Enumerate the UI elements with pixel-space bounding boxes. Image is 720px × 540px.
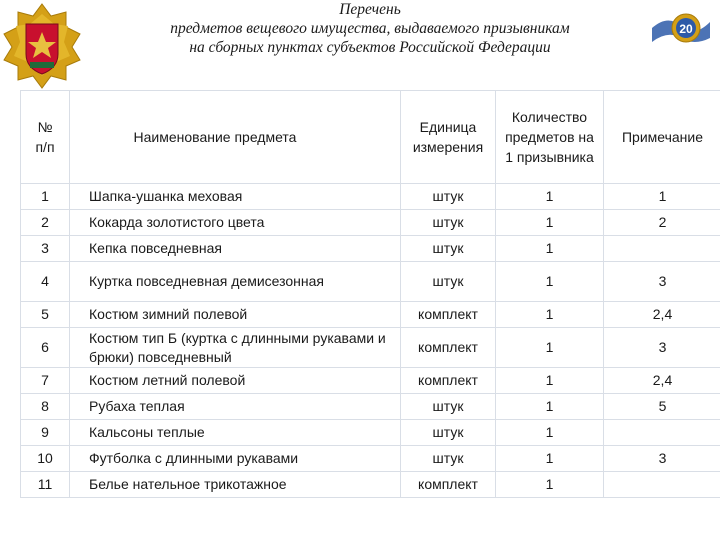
cell-num: 7 [21, 368, 70, 394]
table-row [21, 420, 720, 446]
cell-note [604, 472, 720, 498]
cell-note: 3 [604, 262, 720, 302]
cell-name: Костюм зимний полевой [70, 302, 401, 328]
cell-unit: штук [401, 394, 496, 420]
cell-num: 3 [21, 236, 70, 262]
cell-qty: 1 [496, 446, 604, 472]
cell-unit: штук [401, 420, 496, 446]
cell-name: Рубаха теплая [70, 394, 401, 420]
cell-qty: 1 [496, 472, 604, 498]
table-row [21, 394, 720, 420]
cell-name: Футболка с длинными рукавами [70, 446, 401, 472]
cell-num: 11 [21, 472, 70, 498]
cell-unit: комплект [401, 328, 496, 368]
cell-name: Кепка повседневная [70, 236, 401, 262]
cell-name: Куртка повседневная демисезонная [70, 262, 401, 302]
items-table [20, 90, 720, 498]
cell-unit: штук [401, 236, 496, 262]
cell-num: 6 [21, 328, 70, 368]
cell-name: Шапка-ушанка меховая [70, 184, 401, 210]
table-row [21, 236, 720, 262]
cell-num: 8 [21, 394, 70, 420]
cell-qty: 1 [496, 262, 604, 302]
cell-unit: штук [401, 184, 496, 210]
cell-unit: комплект [401, 368, 496, 394]
table-row [21, 302, 720, 328]
cell-note: 3 [604, 446, 720, 472]
cell-qty: 1 [496, 236, 604, 262]
header-note: Примечание [604, 91, 720, 184]
cell-note: 1 [604, 184, 720, 210]
table-row [21, 184, 720, 210]
cell-unit: штук [401, 262, 496, 302]
header-qty-text: Количество предметов на 1 призывника [505, 109, 594, 165]
cell-unit: штук [401, 210, 496, 236]
military-emblem-logo [2, 2, 82, 90]
table-row [21, 368, 720, 394]
cell-note: 5 [604, 394, 720, 420]
cell-note: 2 [604, 210, 720, 236]
cell-num: 4 [21, 262, 70, 302]
cell-qty: 1 [496, 420, 604, 446]
table-row [21, 446, 720, 472]
cell-unit: комплект [401, 472, 496, 498]
cell-name: Белье нательное трикотажное [70, 472, 401, 498]
header-unit-text: Единица измерения [412, 119, 484, 155]
table-header-row [21, 91, 720, 184]
anniversary-badge-logo [650, 8, 712, 46]
cell-note [604, 420, 720, 446]
header-unit [401, 91, 496, 184]
table-row [21, 328, 720, 368]
cell-num: 1 [21, 184, 70, 210]
cell-unit: штук [401, 446, 496, 472]
cell-num: 2 [21, 210, 70, 236]
cell-qty: 1 [496, 302, 604, 328]
cell-qty: 1 [496, 368, 604, 394]
cell-note: 2,4 [604, 302, 720, 328]
table-row [21, 210, 720, 236]
header-qty [496, 91, 604, 184]
cell-num: 10 [21, 446, 70, 472]
header-num [21, 91, 70, 184]
cell-num: 9 [21, 420, 70, 446]
cell-name: Кальсоны теплые [70, 420, 401, 446]
title-line-1: Перечень [339, 1, 401, 18]
cell-name: Костюм тип Б (куртка с длинными рукавами и брюки) повседневный [70, 328, 401, 368]
header-num-text: № п/п [35, 119, 55, 155]
cell-qty: 1 [496, 210, 604, 236]
cell-qty: 1 [496, 328, 604, 368]
cell-qty: 1 [496, 184, 604, 210]
cell-note [604, 236, 720, 262]
table-row [21, 472, 720, 498]
cell-unit: комплект [401, 302, 496, 328]
header-name: Наименование предмета [70, 91, 401, 184]
title-line-2: предметов вещевого имущества, выдаваемого призывникам [170, 20, 570, 37]
cell-num: 5 [21, 302, 70, 328]
title-line-3: на сборных пунктах субъектов Российской Федерации [189, 39, 551, 56]
cell-name: Костюм летний полевой [70, 368, 401, 394]
table-body [21, 184, 720, 498]
cell-name: Кокарда золотистого цвета [70, 210, 401, 236]
cell-qty: 1 [496, 394, 604, 420]
document-title [100, 0, 640, 57]
badge-number: 20 [679, 22, 693, 36]
cell-note: 3 [604, 328, 720, 368]
cell-note: 2,4 [604, 368, 720, 394]
table-row [21, 262, 720, 302]
